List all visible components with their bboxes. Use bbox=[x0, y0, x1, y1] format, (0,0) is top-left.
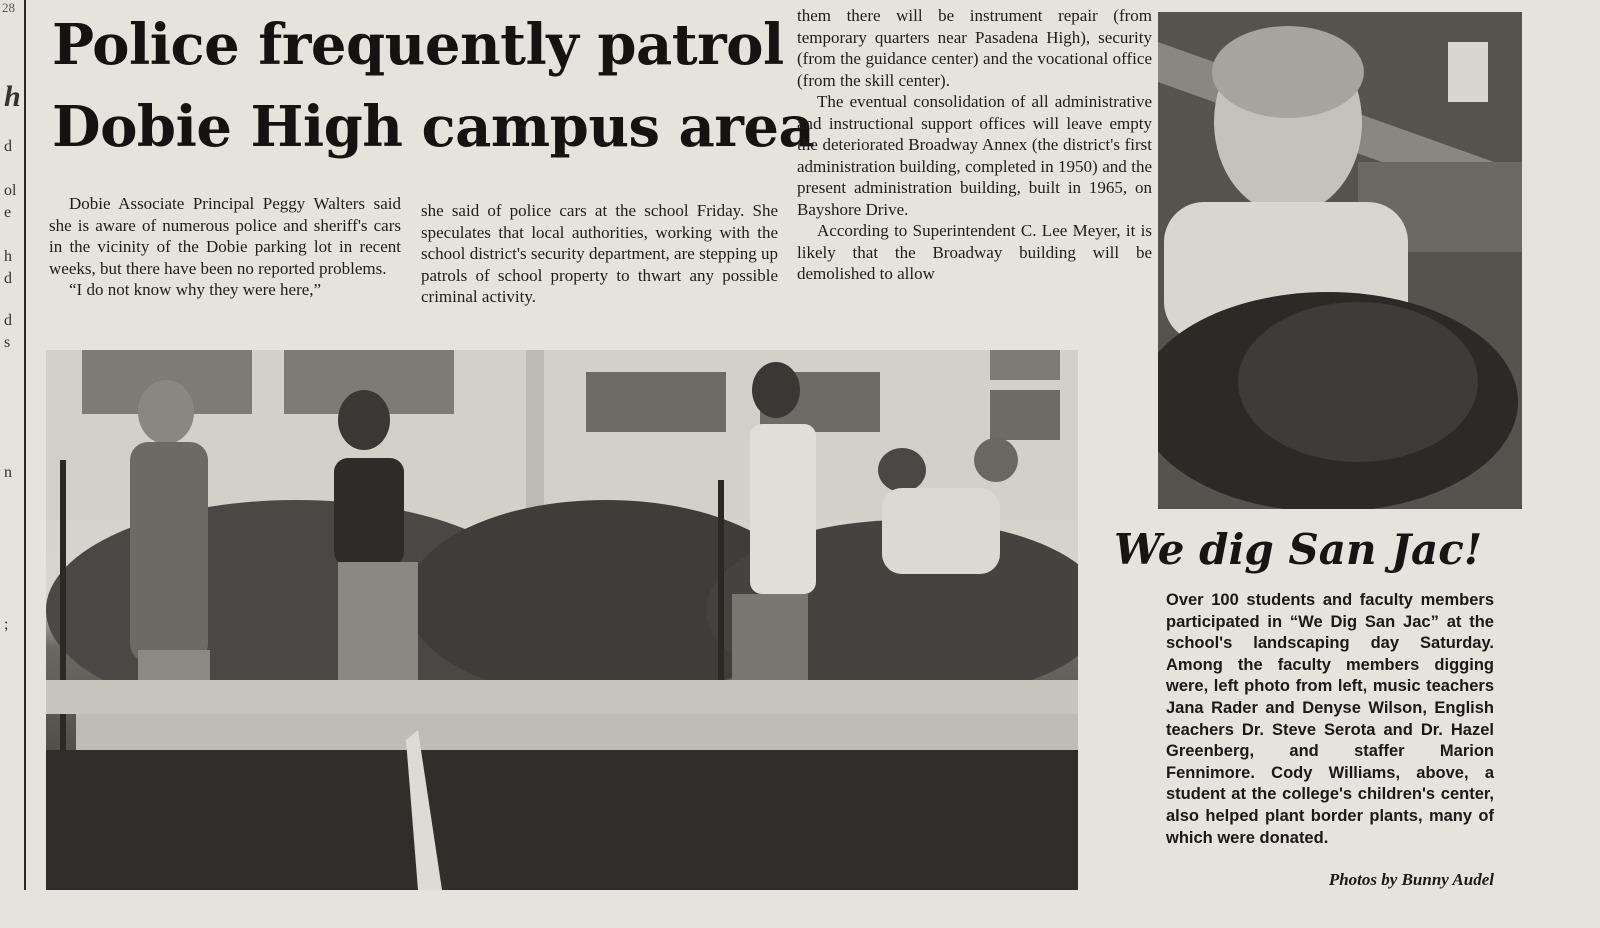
article-paragraph: Dobie Associate Principal Peggy Walters said she is aware of numerous police and sheriff's cars in the vicinity of the Dobie parking lot in recent weeks, but there have been no reported problems. bbox=[49, 194, 401, 278]
page-number: 28 bbox=[2, 0, 15, 15]
photo-credit: Photos by Bunny Audel bbox=[1328, 870, 1494, 889]
column-rule bbox=[24, 0, 26, 890]
article-paragraph: “I do not know why they were here,” bbox=[69, 280, 322, 299]
child-with-plant-photo bbox=[1158, 12, 1522, 509]
article-paragraph: The eventual consolidation of all administrative and instructional support offices will leave empty the deteriorated Broadway Annex (the district's first administration building, completed in 1950) and the present administration building, built in 1965, on Bayshore Drive. bbox=[797, 92, 1152, 219]
photo-illustration bbox=[1158, 12, 1522, 509]
edge-fragment: s bbox=[4, 334, 11, 351]
edge-fragment: d bbox=[4, 312, 12, 329]
landscaping-group-photo bbox=[46, 350, 1078, 890]
edge-fragment: d bbox=[4, 270, 12, 287]
edge-fragment: n bbox=[4, 464, 12, 481]
article-paragraph: she said of police cars at the school Friday. She speculates that local authorities, working with the school district's security department, are stepping up patrols of school property to thwart any possible criminal activity. bbox=[421, 201, 778, 306]
edge-fragment: ; bbox=[4, 616, 9, 633]
photo-illustration bbox=[46, 350, 1078, 890]
edge-fragment: ol bbox=[4, 182, 17, 199]
photo-caption: Over 100 students and faculty members participated in “We Dig San Jac” at the school's landscaping day Saturday. Among the faculty members digging were, left photo from left, music teachers Jana Rader and Denyse Wilson, English teachers Dr. Steve Serota and Dr. Hazel Greenberg, and staffer Marion Fennimore. Cody Williams, above, a student at the college's children's center, also helped plant border plants, many of which were donated. bbox=[1166, 591, 1494, 847]
headline-line: Police frequently patrol bbox=[52, 12, 784, 78]
article-paragraph: According to Superintendent C. Lee Meyer, it is likely that the Broadway building will be demolished to allow bbox=[797, 221, 1152, 283]
headline bbox=[52, 4, 815, 168]
article-column-2 bbox=[421, 200, 778, 308]
article-column-1 bbox=[49, 193, 401, 301]
edge-fragment: h bbox=[4, 80, 21, 113]
edge-fragment: d bbox=[4, 138, 12, 155]
article-column-3 bbox=[797, 5, 1152, 285]
feature-heading: We dig San Jac! bbox=[1114, 525, 1483, 574]
edge-fragment: h bbox=[4, 248, 12, 265]
headline-line: Dobie High campus area bbox=[52, 94, 815, 160]
edge-fragment: e bbox=[4, 204, 12, 221]
article-paragraph: them there will be instrument repair (from temporary quarters near Pasadena High), security (from the guidance center) and the vocational office (from the skill center). bbox=[797, 6, 1152, 90]
